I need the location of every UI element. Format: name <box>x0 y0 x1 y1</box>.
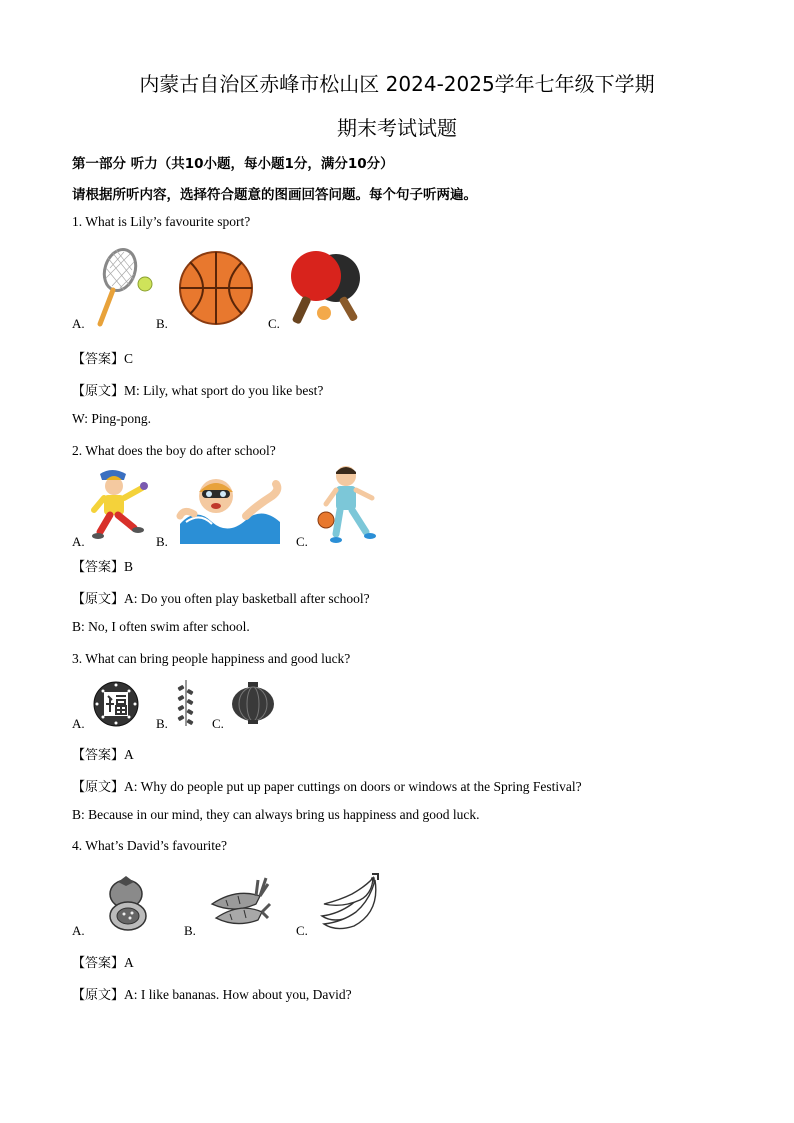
answer-label: 【答案】 <box>72 560 125 575</box>
question-1: 1. What is Lily’s favourite sport? <box>72 214 251 229</box>
answer-value: A <box>124 747 134 762</box>
firecrackers-icon <box>174 680 198 728</box>
answer-label: 【答案】 <box>72 956 125 971</box>
option-label: C. <box>268 316 280 331</box>
option-label: B. <box>156 534 168 549</box>
option-label: A. <box>72 716 85 731</box>
transcript-line-3 <box>72 776 582 795</box>
option-label: A. <box>72 316 85 331</box>
transcript-text: A: Why do people put up paper cuttings on doors or windows at the Spring Festival? <box>124 779 582 794</box>
running-boy-icon <box>90 466 150 546</box>
option-label: A. <box>72 923 85 938</box>
answer-line-3 <box>72 744 134 763</box>
basketball-boy-icon <box>316 462 382 546</box>
section-instruction: 请根据所听内容，选择符合题意的图画回答问题。每个句子听两遍。 <box>72 187 477 203</box>
transcript-label: 【原文】 <box>72 592 125 607</box>
transcript-line-4 <box>72 984 352 1003</box>
transcript-text: M: Lily, what sport do you like best? <box>124 383 324 398</box>
transcript-line-1 <box>72 380 323 399</box>
answer-value: C <box>124 351 134 366</box>
transcript-text: A: Do you often play basketball after school? <box>124 591 370 606</box>
question-2: 2. What does the boy do after school? <box>72 443 276 458</box>
transcript-line-2 <box>72 588 370 607</box>
option-label: B. <box>156 716 168 731</box>
transcript-text: B: No, I often swim after school. <box>72 619 250 634</box>
basketball-icon <box>178 250 254 326</box>
transcript-text: W: Ping-pong. <box>72 411 151 426</box>
lantern-icon <box>230 680 276 726</box>
swimming-boy-icon <box>176 466 288 546</box>
paper-cutting-icon <box>92 680 140 728</box>
answer-line-1 <box>72 348 133 367</box>
transcript-text: B: Because in our mind, they can always bring us happiness and good luck. <box>72 807 480 822</box>
transcript-label: 【原文】 <box>72 780 125 795</box>
answer-value: B <box>124 559 134 574</box>
answer-line-4 <box>72 952 134 971</box>
page-title: 内蒙古自治区赤峰市松山区 2024-2025学年七年级下学期 <box>139 72 655 96</box>
option-label: C. <box>296 534 308 549</box>
bananas-icon <box>318 870 382 932</box>
option-label: C. <box>296 923 308 938</box>
tennis-racket-icon <box>92 246 154 328</box>
question-3: 3. What can bring people happiness and good luck? <box>72 651 351 666</box>
answer-label: 【答案】 <box>72 748 125 763</box>
page-subtitle: 期末考试试题 <box>337 116 457 140</box>
transcript-label: 【原文】 <box>72 988 125 1003</box>
transcript-text: A: I like bananas. How about you, David? <box>124 987 352 1002</box>
question-4: 4. What’s David’s favourite? <box>72 838 227 853</box>
option-label: B. <box>184 923 196 938</box>
answer-label: 【答案】 <box>72 352 125 367</box>
option-label: A. <box>72 534 85 549</box>
answer-line-2 <box>72 556 133 575</box>
answer-value: A <box>124 955 134 970</box>
carrots-icon <box>206 874 270 930</box>
section-heading: 第一部分 听力（共10小题，每小题1分，满分10分） <box>72 156 394 172</box>
tomato-icon <box>100 872 156 934</box>
option-label: B. <box>156 316 168 331</box>
option-label: C. <box>212 716 224 731</box>
ping-pong-paddles-icon <box>288 248 368 328</box>
transcript-label: 【原文】 <box>72 384 125 399</box>
